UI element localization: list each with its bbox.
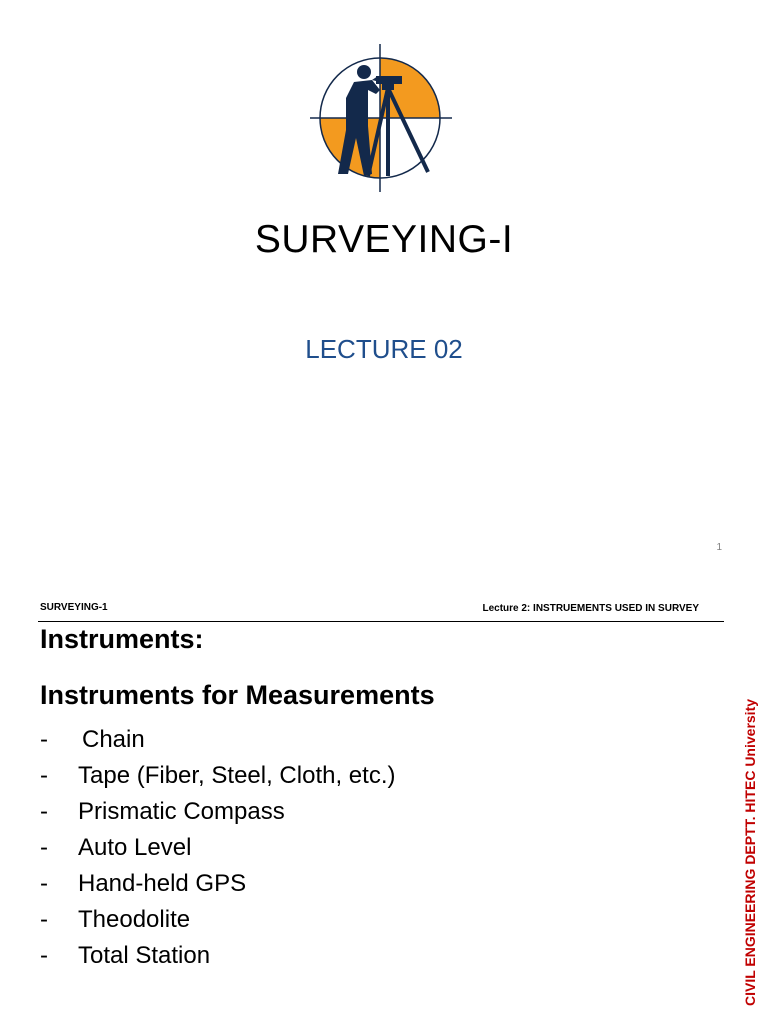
slide-heading: Instruments:	[40, 624, 204, 654]
list-item-label: Theodolite	[78, 906, 191, 933]
list-item	[40, 796, 395, 832]
list-item	[40, 832, 395, 868]
surveyor-with-theodolite-icon	[306, 42, 454, 194]
content-slide	[0, 576, 768, 1024]
list-item	[40, 868, 395, 904]
header-course-name: SURVEYING-1	[40, 602, 108, 613]
list-item-label: Chain	[82, 726, 145, 753]
list-item	[40, 940, 395, 976]
slide-subtitle: LECTURE 02	[305, 334, 463, 364]
side-banner	[742, 670, 766, 1022]
list-dash: -	[40, 726, 48, 753]
list-item-label: Prismatic Compass	[78, 798, 285, 825]
slide-subheading: Instruments for Measurements	[40, 680, 435, 710]
list-dash: -	[40, 942, 48, 969]
instrument-list	[40, 724, 395, 976]
list-dash: -	[40, 834, 48, 861]
list-item	[40, 724, 395, 760]
slide-title: SURVEYING-I	[254, 218, 514, 261]
list-dash: -	[40, 870, 48, 897]
list-item-label: Auto Level	[78, 834, 192, 861]
list-dash: -	[40, 762, 48, 789]
slide-number: 1	[716, 542, 722, 553]
list-item	[40, 904, 395, 940]
list-item-label: Tape (Fiber, Steel, Cloth, etc.)	[78, 762, 396, 789]
list-dash: -	[40, 798, 48, 825]
list-item-label: Total Station	[78, 942, 211, 969]
department-label: CIVIL ENGINEERING DEPTT. HITEC University	[742, 698, 758, 1006]
list-dash: -	[40, 906, 48, 933]
header-divider	[38, 621, 724, 622]
header-lecture-title: Lecture 2: INSTRUEMENTS USED IN SURVEY	[482, 603, 699, 614]
list-item	[40, 760, 395, 796]
list-item-label: Hand-held GPS	[78, 870, 247, 897]
